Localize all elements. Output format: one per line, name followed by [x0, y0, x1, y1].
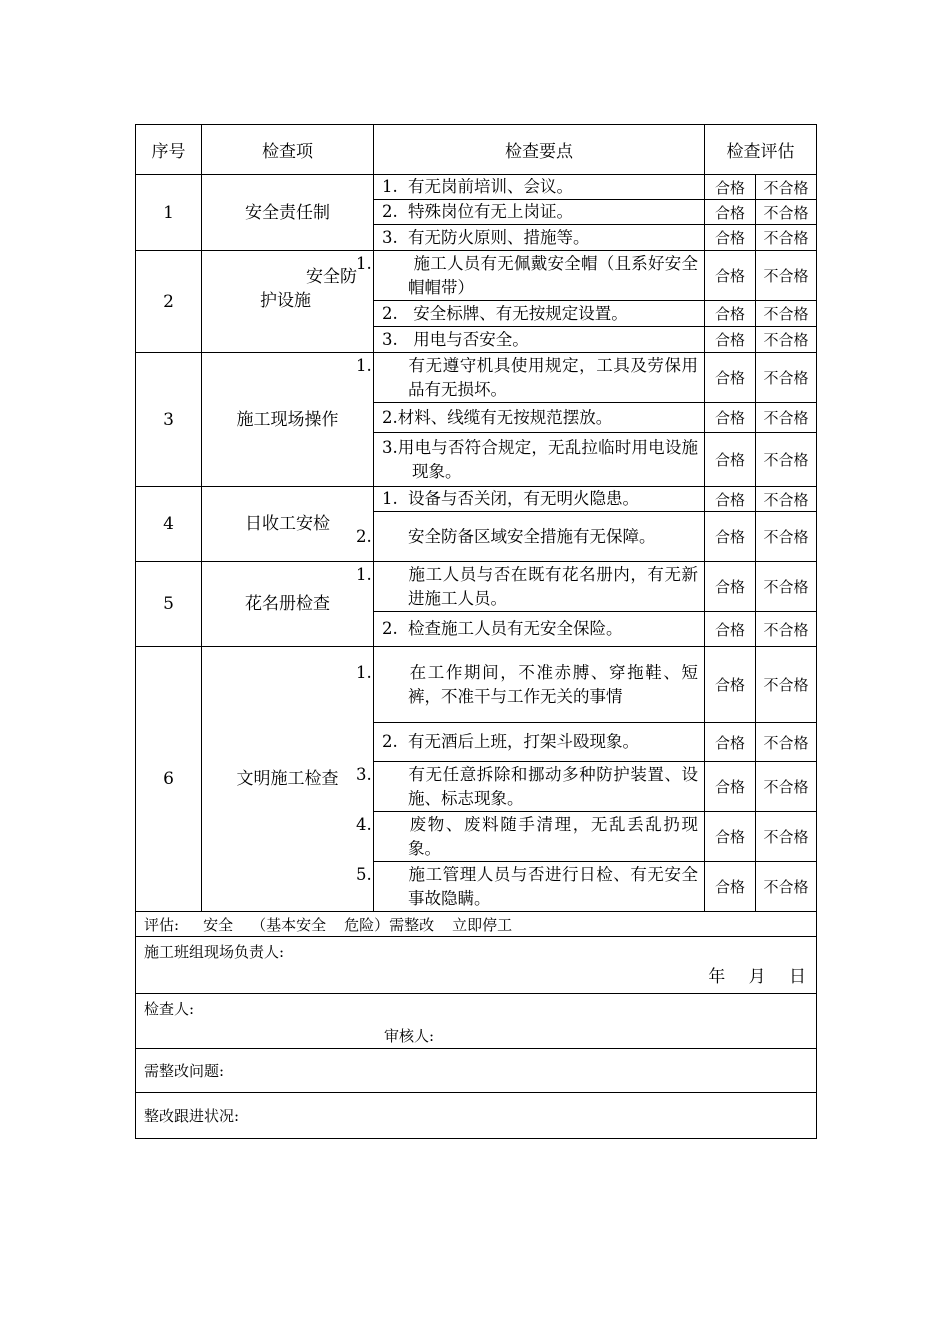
- pass-option[interactable]: 合格: [705, 403, 756, 433]
- check-point: 2. 特殊岗位有无上岗证。: [374, 200, 705, 225]
- leader-row: [136, 937, 817, 994]
- section-name: 安全责任制: [202, 175, 374, 251]
- pass-option[interactable]: 合格: [705, 562, 756, 612]
- day-label: 日: [789, 967, 806, 987]
- table-row: [136, 175, 817, 200]
- section-name: 花名册检查: [202, 562, 374, 647]
- fail-option[interactable]: 不合格: [756, 647, 817, 723]
- pass-option[interactable]: 合格: [705, 612, 756, 647]
- table-row: [136, 487, 817, 512]
- check-point: 1. 有无遵守机具使用规定，工具及劳保用品有无损坏。: [374, 353, 705, 403]
- followup-label: 整改跟进状况:: [136, 1093, 817, 1139]
- check-point: 3.用电与否符合规定，无乱拉临时用电设施现象。: [374, 433, 705, 487]
- header-eval: 检查评估: [705, 125, 817, 175]
- fail-option[interactable]: 不合格: [756, 327, 817, 353]
- section-name: [202, 251, 374, 353]
- pass-option[interactable]: 合格: [705, 225, 756, 251]
- check-point: 1. 施工人员有无佩戴安全帽（且系好安全帽帽带）: [374, 251, 705, 301]
- fail-option[interactable]: 不合格: [756, 251, 817, 301]
- followup-row: [136, 1093, 817, 1139]
- eval-option-danger[interactable]: 危险）需整改: [344, 915, 435, 934]
- check-point: 1. 施工人员与否在既有花名册内，有无新进施工人员。: [374, 562, 705, 612]
- fail-option[interactable]: 不合格: [756, 762, 817, 812]
- inspection-form: [135, 124, 816, 1139]
- pass-option[interactable]: 合格: [705, 433, 756, 487]
- check-point: 1. 有无岗前培训、会议。: [374, 175, 705, 200]
- pass-option[interactable]: 合格: [705, 353, 756, 403]
- month-label: 月: [748, 967, 766, 987]
- pass-option[interactable]: 合格: [705, 723, 756, 762]
- table-row: [136, 647, 817, 723]
- check-point: 4. 废物、废料随手清理，无乱丢乱扔现象。: [374, 812, 705, 862]
- section-name-line2: 护设施: [260, 291, 311, 311]
- section-number: 1: [136, 175, 202, 251]
- inspector-label: 检查人:: [144, 1000, 195, 1018]
- inspector-cell: [136, 994, 817, 1049]
- year-label: 年: [708, 967, 726, 987]
- section-name-line1: 安全防: [306, 267, 357, 287]
- section-number: 6: [136, 647, 202, 912]
- fail-option[interactable]: 不合格: [756, 812, 817, 862]
- fail-option[interactable]: 不合格: [756, 353, 817, 403]
- section-number: 3: [136, 353, 202, 487]
- section-number: 5: [136, 562, 202, 647]
- pass-option[interactable]: 合格: [705, 762, 756, 812]
- check-point: 3. 有无防火原则、措施等。: [374, 225, 705, 251]
- section-number: 4: [136, 487, 202, 562]
- header-item: 检查项: [202, 125, 374, 175]
- pass-option[interactable]: 合格: [705, 862, 756, 912]
- reviewer-label: 审核人:: [384, 1027, 435, 1045]
- check-point: 3. 有无任意拆除和挪动多种防护装置、设施、标志现象。: [374, 762, 705, 812]
- check-point: 1. 在工作期间，不准赤膊、穿拖鞋、短裤，不准干与工作无关的事情: [374, 647, 705, 723]
- section-name: 日收工安检: [202, 487, 374, 562]
- leader-label: 施工班组现场负责人:: [144, 943, 285, 961]
- fail-option[interactable]: 不合格: [756, 433, 817, 487]
- fail-option[interactable]: 不合格: [756, 562, 817, 612]
- pass-option[interactable]: 合格: [705, 647, 756, 723]
- check-point: 2. 安全防备区域安全措施有无保障。: [374, 512, 705, 562]
- fail-option[interactable]: 不合格: [756, 512, 817, 562]
- pass-option[interactable]: 合格: [705, 327, 756, 353]
- header-row: [136, 125, 817, 175]
- table-row: [136, 562, 817, 612]
- fail-option[interactable]: 不合格: [756, 403, 817, 433]
- pass-option[interactable]: 合格: [705, 487, 756, 512]
- pass-option[interactable]: 合格: [705, 301, 756, 327]
- eval-label: 评估:: [144, 915, 180, 934]
- issues-row: [136, 1049, 817, 1093]
- pass-option[interactable]: 合格: [705, 251, 756, 301]
- fail-option[interactable]: 不合格: [756, 487, 817, 512]
- pass-option[interactable]: 合格: [705, 200, 756, 225]
- eval-option-stop[interactable]: 立即停工: [452, 915, 513, 934]
- fail-option[interactable]: 不合格: [756, 301, 817, 327]
- leader-cell: [136, 937, 817, 994]
- fail-option[interactable]: 不合格: [756, 225, 817, 251]
- pass-option[interactable]: 合格: [705, 812, 756, 862]
- table-row: [136, 251, 817, 301]
- section-number: 2: [136, 251, 202, 353]
- pass-option[interactable]: 合格: [705, 512, 756, 562]
- section-name: 文明施工检查: [202, 647, 374, 912]
- check-point: 3. 用电与否安全。: [374, 327, 705, 353]
- check-point: 2. 检查施工人员有无安全保险。: [374, 612, 705, 647]
- eval-option-basic-safe[interactable]: （基本安全: [251, 915, 327, 934]
- check-point: 1. 设备与否关闭，有无明火隐患。: [374, 487, 705, 512]
- check-point: 2. 有无酒后上班，打架斗殴现象。: [374, 723, 705, 762]
- inspection-table: [135, 124, 817, 1139]
- table-row: [136, 353, 817, 403]
- check-point: 2. 安全标牌、有无按规定设置。: [374, 301, 705, 327]
- evaluation-row: [136, 912, 817, 937]
- date-line: [144, 962, 816, 987]
- section-name: 施工现场操作: [202, 353, 374, 487]
- pass-option[interactable]: 合格: [705, 175, 756, 200]
- check-point: 2.材料、线缆有无按规范摆放。: [374, 403, 705, 433]
- fail-option[interactable]: 不合格: [756, 200, 817, 225]
- issues-label: 需整改问题:: [136, 1049, 817, 1093]
- fail-option[interactable]: 不合格: [756, 175, 817, 200]
- eval-option-safe[interactable]: 安全: [203, 915, 234, 934]
- header-seq: 序号: [136, 125, 202, 175]
- fail-option[interactable]: 不合格: [756, 723, 817, 762]
- inspector-row: [136, 994, 817, 1049]
- evaluation-options: [136, 912, 817, 937]
- fail-option[interactable]: 不合格: [756, 612, 817, 647]
- header-points: 检查要点: [374, 125, 705, 175]
- fail-option[interactable]: 不合格: [756, 862, 817, 912]
- check-point: 5. 施工管理人员与否进行日检、有无安全事故隐瞒。: [374, 862, 705, 912]
